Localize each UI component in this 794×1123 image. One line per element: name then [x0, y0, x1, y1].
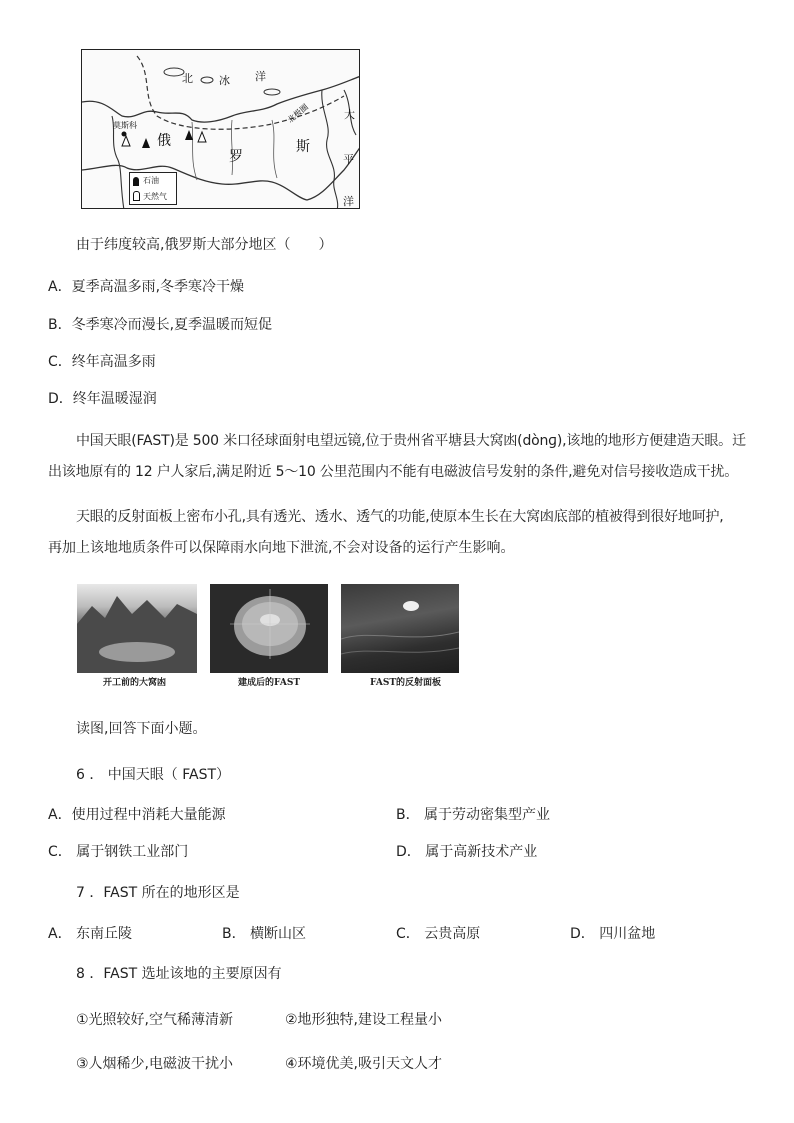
- map-label-ice: 冰: [219, 74, 230, 87]
- reflector-panel-image: [341, 584, 459, 673]
- photo-reflector-panel: [341, 584, 459, 673]
- question-6-option-a: A．使用过程中消耗大量能源: [48, 807, 226, 823]
- map-label-ocean: 洋: [255, 70, 266, 83]
- photo-before-construction: [77, 584, 197, 673]
- oil-marker: [185, 130, 193, 140]
- question-6-option-c: C． 属于钢铁工业部门: [48, 844, 189, 860]
- island: [201, 77, 213, 83]
- question-7-option-b: B． 横断山区: [222, 926, 307, 942]
- map-label-pacific-2: 平: [343, 153, 354, 166]
- pacific-coast: [322, 90, 338, 209]
- question-russia-option-d: D．终年温暖湿润: [48, 391, 157, 407]
- question-7-stem: 7 ．FAST 所在的地形区是: [76, 885, 240, 901]
- question-7-option-c: C． 云贵高原: [396, 926, 481, 942]
- legend-gas-label: 天然气: [143, 192, 167, 201]
- question-8-stem: 8 ．FAST 选址该地的主要原因有: [76, 966, 282, 982]
- fast-dish-image: [210, 584, 328, 673]
- question-8-item-3: ③人烟稀少,电磁波干扰小: [76, 1056, 234, 1072]
- map-label-pacific-1: 大: [344, 108, 355, 121]
- question-8-item-2: ②地形独特,建设工程量小: [285, 1012, 443, 1028]
- russia-map: [81, 49, 360, 209]
- photo-caption-panel: FAST的反射面板: [370, 678, 442, 688]
- oil-marker: [142, 138, 150, 148]
- oil-legend-icon: [133, 177, 139, 186]
- gas-marker: [198, 132, 206, 142]
- map-label-russia-3: 斯: [296, 139, 310, 155]
- map-label-north: 北: [182, 72, 193, 85]
- legend-oil-label: 石油: [143, 176, 159, 185]
- passage-p2-line2: 再加上该地地质条件可以保障雨水向地下泄流,不会对设备的运行产生影响。: [48, 540, 515, 556]
- passage-p1-line1: 中国天眼(FAST)是 500 米口径球面射电望远镜,位于贵州省平塘县大窝凼(dònɡ),该地的地形方便建造天眼。迁: [76, 433, 746, 449]
- river: [272, 120, 277, 178]
- passage-p1-line2: 出该地原有的 12 户人家后,满足附近 5～10 公里范围内不能有电磁波信号发射的条件,避免对信号接收造成干扰。: [48, 464, 739, 480]
- question-russia-option-a: A．夏季高温多雨,冬季寒冷干燥: [48, 279, 245, 295]
- island: [264, 89, 280, 95]
- photo-caption-before: 开工前的大窝凼: [103, 678, 167, 688]
- question-8-item-1: ①光照较好,空气稀薄清新: [76, 1012, 234, 1028]
- map-label-arctic-circle: 北极圈: [285, 102, 311, 125]
- gas-marker: [122, 136, 130, 146]
- island: [164, 68, 184, 76]
- question-7-option-d: D． 四川盆地: [570, 926, 656, 942]
- photo-after-construction: [210, 584, 328, 673]
- question-russia-stem: 由于纬度较高,俄罗斯大部分地区（ ）: [76, 237, 333, 253]
- map-legend: [129, 172, 177, 205]
- map-label-russia-1: 俄: [157, 133, 171, 149]
- passage-p2-line1: 天眼的反射面板上密布小孔,具有透光、透水、透气的功能,使原本生长在大窝凼底部的植被得到很好地呵护,: [76, 509, 724, 525]
- mountain-silhouette: [77, 584, 197, 673]
- map-label-russia-2: 罗: [229, 149, 243, 165]
- photo-caption-after: 建成后的FAST: [238, 678, 301, 688]
- river: [192, 122, 197, 180]
- gas-legend-icon: [133, 191, 140, 201]
- map-label-moscow: 莫斯科: [113, 121, 137, 130]
- question-7-option-a: A． 东南丘陵: [48, 926, 133, 942]
- question-6-option-b: B． 属于劳动密集型产业: [396, 807, 551, 823]
- question-6-option-d: D． 属于高新技术产业: [396, 844, 538, 860]
- question-6-stem: 6 ． 中国天眼（ FAST）: [76, 767, 231, 783]
- question-8-item-4: ④环境优美,吸引天文人才: [285, 1056, 443, 1072]
- southern-border: [82, 146, 360, 200]
- question-russia-option-b: B．冬季寒冷而漫长,夏季温暖而短促: [48, 317, 273, 333]
- reading-instruction: 读图,回答下面小题。: [76, 721, 207, 737]
- map-label-pacific-3: 洋: [343, 195, 354, 208]
- question-russia-option-c: C．终年高温多雨: [48, 354, 156, 370]
